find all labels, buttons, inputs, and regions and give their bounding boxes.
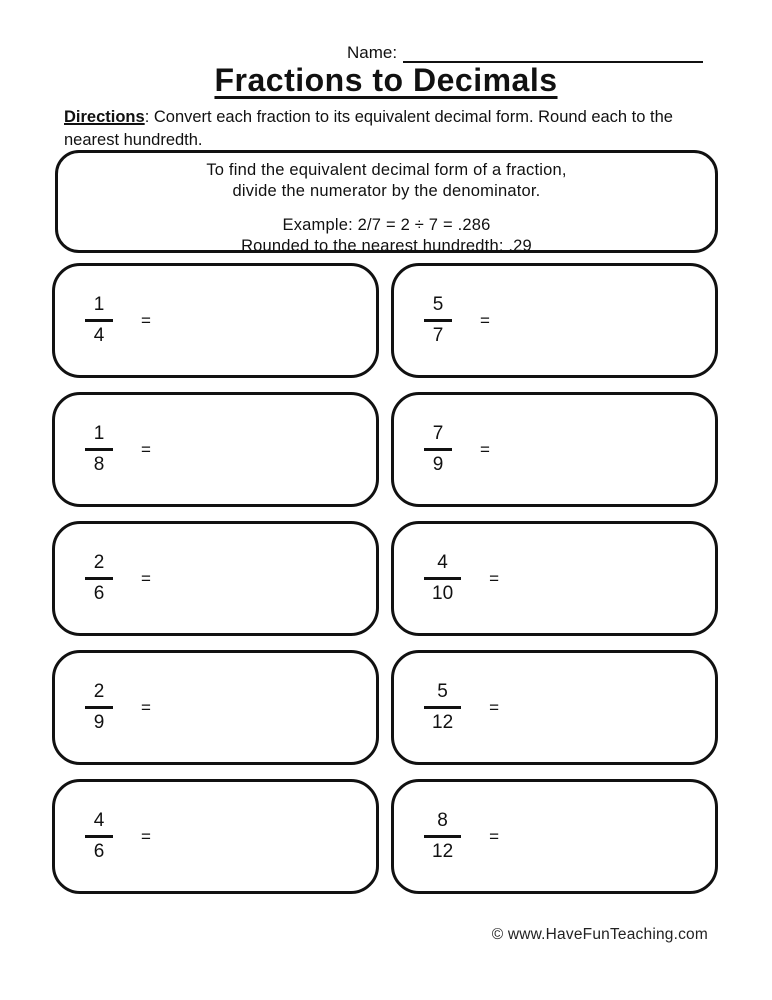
fraction-numerator: 2 — [93, 552, 105, 573]
fraction — [424, 423, 452, 476]
equals-sign: = — [141, 310, 151, 330]
fraction-bar — [424, 448, 452, 451]
page-title: Fractions to Decimals — [214, 62, 558, 98]
fraction-numerator: 7 — [432, 423, 444, 444]
fraction-numerator: 1 — [93, 294, 105, 315]
directions-label: Directions — [64, 108, 145, 126]
fraction-denominator: 7 — [432, 325, 444, 346]
fraction-denominator: 9 — [432, 454, 444, 475]
problem-card — [52, 521, 379, 636]
problem-card — [52, 650, 379, 765]
fraction-numerator: 1 — [93, 423, 105, 444]
fraction-denominator: 10 — [432, 583, 454, 604]
answer-area — [499, 524, 715, 633]
fraction-denominator: 12 — [432, 841, 454, 862]
answer-area — [151, 266, 376, 375]
equals-sign: = — [480, 439, 490, 459]
equals-sign: = — [489, 568, 500, 588]
fraction-denominator: 6 — [93, 841, 105, 862]
fraction — [424, 810, 461, 863]
answer-area — [499, 653, 715, 762]
name-row — [347, 42, 703, 63]
fraction — [85, 552, 113, 605]
fraction-numerator: 8 — [437, 810, 448, 831]
fraction-numerator: 4 — [437, 552, 448, 573]
fraction-numerator: 5 — [432, 294, 444, 315]
fraction-numerator: 5 — [437, 681, 448, 702]
problems-grid — [52, 263, 718, 894]
problem-card — [391, 521, 718, 636]
fraction-bar — [85, 577, 113, 580]
problem-card — [391, 779, 718, 894]
equals-sign: = — [489, 826, 500, 846]
fraction-bar — [85, 835, 113, 838]
problem-card — [52, 392, 379, 507]
problem-card — [391, 650, 718, 765]
fraction-bar — [85, 706, 113, 709]
equals-sign: = — [141, 826, 151, 846]
example-line: Example: 2/7 = 2 ÷ 7 = .286 — [282, 216, 491, 234]
answer-area — [490, 266, 715, 375]
problem-card — [391, 392, 718, 507]
fraction-bar — [85, 448, 113, 451]
fraction — [424, 552, 461, 605]
answer-area — [499, 782, 715, 891]
fraction — [424, 294, 452, 347]
fraction-denominator: 6 — [93, 583, 105, 604]
problem-card — [52, 263, 379, 378]
fraction-denominator: 9 — [93, 712, 105, 733]
fraction-numerator: 2 — [93, 681, 105, 702]
instruction-line-2: divide the numerator by the denominator. — [232, 182, 541, 200]
fraction-bar — [424, 319, 452, 322]
answer-area — [151, 524, 376, 633]
name-label: Name: — [347, 43, 398, 62]
fraction-denominator: 4 — [93, 325, 105, 346]
instruction-box — [55, 150, 718, 253]
answer-area — [490, 395, 715, 504]
problem-card — [391, 263, 718, 378]
fraction — [85, 423, 113, 476]
fraction-bar — [85, 319, 113, 322]
name-blank-line — [403, 42, 703, 63]
fraction-bar — [424, 835, 461, 838]
fraction-denominator: 12 — [432, 712, 454, 733]
fraction — [424, 681, 461, 734]
equals-sign: = — [141, 568, 151, 588]
fraction-bar — [424, 706, 461, 709]
equals-sign: = — [480, 310, 490, 330]
equals-sign: = — [489, 697, 500, 717]
answer-area — [151, 653, 376, 762]
instruction-line-1: To find the equivalent decimal form of a fraction, — [206, 161, 567, 179]
directions-text: : Convert each fraction to its equivalent decimal form. Round each to the nearest hundredth. — [64, 108, 673, 149]
fraction — [85, 294, 113, 347]
fraction-bar — [424, 577, 461, 580]
footer-copyright: © www.HaveFunTeaching.com — [491, 926, 708, 943]
fraction-denominator: 8 — [93, 454, 105, 475]
answer-area — [151, 395, 376, 504]
fraction — [85, 681, 113, 734]
rounded-line: Rounded to the nearest hundredth: .29 — [241, 237, 532, 255]
equals-sign: = — [141, 697, 151, 717]
problem-card — [52, 779, 379, 894]
fraction-numerator: 4 — [93, 810, 105, 831]
answer-area — [151, 782, 376, 891]
equals-sign: = — [141, 439, 151, 459]
instruction-spacer — [58, 202, 715, 215]
fraction — [85, 810, 113, 863]
directions — [64, 106, 714, 152]
